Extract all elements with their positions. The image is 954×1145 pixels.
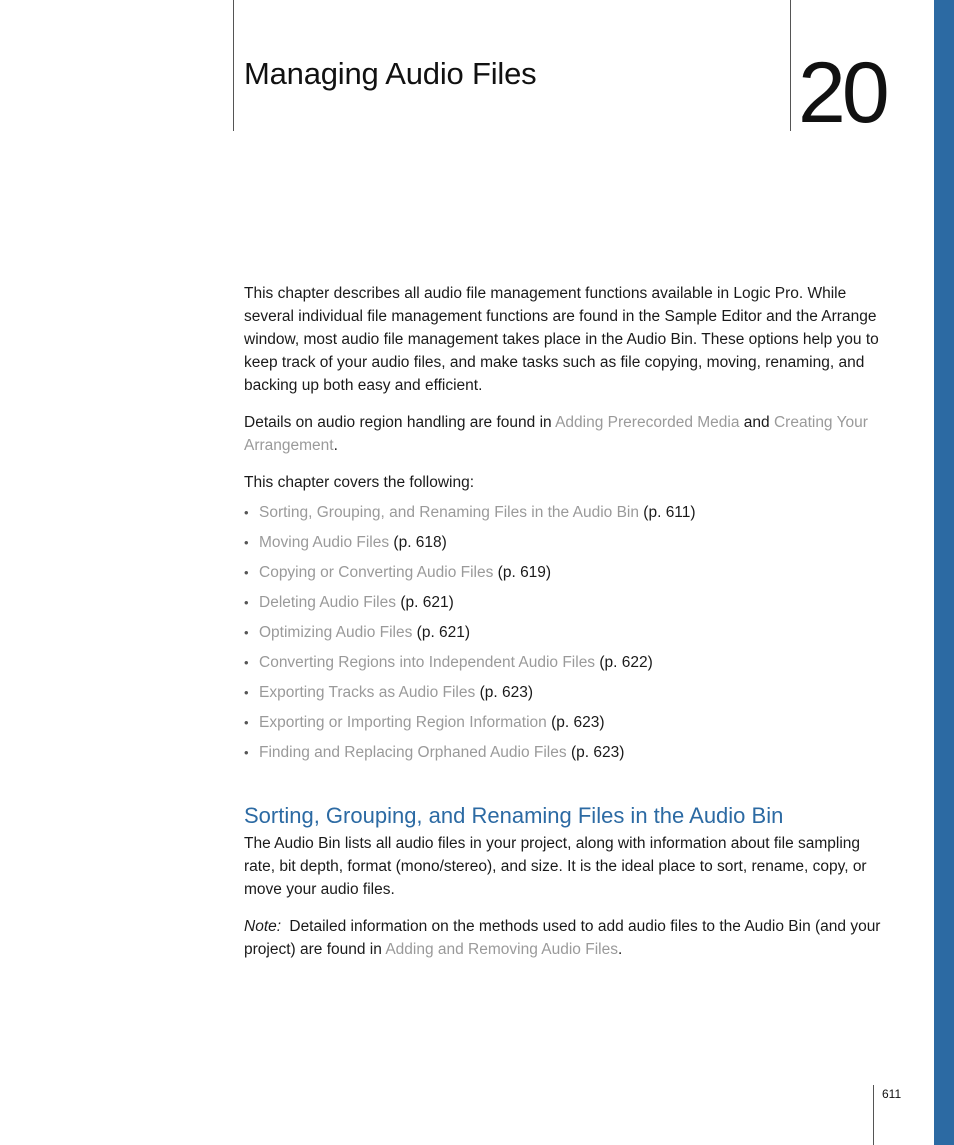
bullet-icon: • <box>244 625 249 640</box>
note-paragraph <box>244 915 884 961</box>
bullet-icon: • <box>244 685 249 700</box>
bullet-icon: • <box>244 595 249 610</box>
toc-item <box>244 531 884 561</box>
toc-page: (p. 621) <box>416 624 471 641</box>
header-rule-left <box>233 0 234 131</box>
toc-list <box>244 501 884 771</box>
toc-link[interactable]: Exporting or Importing Region Information <box>259 714 547 731</box>
toc-page: (p. 623) <box>570 744 625 761</box>
toc-page: (p. 623) <box>479 684 533 701</box>
toc-link[interactable]: Exporting Tracks as Audio Files <box>259 684 476 701</box>
footer-rule <box>873 1085 874 1145</box>
note-text: Detailed information on the methods used to add audio files to the Audio Bin (and your project) are found in <box>244 918 881 958</box>
chapter-side-bar <box>934 0 954 1145</box>
toc-item <box>244 741 884 771</box>
note-label: Note: <box>244 918 282 935</box>
toc-page: (p. 621) <box>400 594 454 611</box>
link-adding-and-removing-audio-files[interactable]: Adding and Removing Audio Files <box>385 941 618 958</box>
link-adding-prerecorded-media[interactable]: Adding Prerecorded Media <box>555 414 740 431</box>
toc-item <box>244 711 884 741</box>
toc-item <box>244 621 884 651</box>
note-suffix: . <box>617 941 623 958</box>
toc-page: (p. 619) <box>497 564 552 581</box>
details-suffix: . <box>333 437 338 454</box>
toc-item <box>244 651 884 681</box>
toc-item <box>244 681 884 711</box>
covers-intro: This chapter covers the following: <box>244 474 475 491</box>
toc-link[interactable]: Finding and Replacing Orphaned Audio Files <box>259 744 567 761</box>
toc-page: (p. 623) <box>551 714 605 731</box>
page-number: 611 <box>882 1087 902 1101</box>
bullet-icon: • <box>244 505 249 520</box>
details-middle: and <box>739 414 774 431</box>
bullet-icon: • <box>244 745 249 760</box>
toc-link[interactable]: Converting Regions into Independent Audio Files <box>259 654 596 671</box>
header-rule-right <box>790 0 791 131</box>
toc-link[interactable]: Moving Audio Files <box>259 534 390 551</box>
toc-page: (p. 611) <box>643 504 696 521</box>
details-paragraph <box>244 411 884 457</box>
details-prefix: Details on audio region handling are found in <box>244 414 556 431</box>
toc-link[interactable]: Optimizing Audio Files <box>259 624 413 641</box>
toc-item <box>244 591 884 621</box>
toc-page: (p. 622) <box>599 654 653 671</box>
bullet-icon: • <box>244 565 249 580</box>
toc-link[interactable]: Deleting Audio Files <box>259 594 396 611</box>
toc-link[interactable]: Copying or Converting Audio Files <box>259 564 494 581</box>
link-creating-your-arrangement[interactable]: Creating Your Arrangement <box>244 414 868 454</box>
toc-item <box>244 501 884 531</box>
toc-item <box>244 561 884 591</box>
section-heading: Sorting, Grouping, and Renaming Files in the Audio Bin <box>244 803 784 828</box>
bullet-icon: • <box>244 715 249 730</box>
chapter-title: Managing Audio Files <box>244 56 537 91</box>
toc-link[interactable]: Sorting, Grouping, and Renaming Files in the Audio Bin <box>259 504 639 521</box>
bullet-icon: • <box>244 535 249 550</box>
bullet-icon: • <box>244 655 249 670</box>
intro-paragraph: This chapter describes all audio file management functions available in Logic Pro. While several individual file management functions are found in the Sample Editor and the Arrange window, most audio file management takes place in the Audio Bin. These options help you to keep track of your audio files, and make tasks such as file copying, moving, renaming, and backing up both easy and efficient. <box>244 285 879 394</box>
chapter-number: 20 <box>798 45 886 141</box>
section-body: The Audio Bin lists all audio files in your project, along with information about file sampling rate, bit depth, format (mono/stereo), and size. It is the ideal place to sort, rename, copy, or move your audio files. <box>244 835 867 898</box>
toc-page: (p. 618) <box>393 534 447 551</box>
